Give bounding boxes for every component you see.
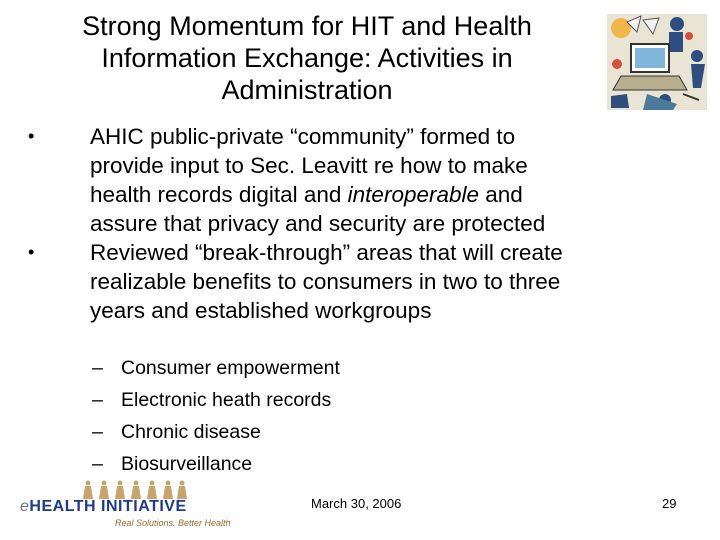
bullet-line: assure that privacy and security are protected	[90, 211, 546, 236]
bullet-line: years and established workgroups	[90, 298, 432, 323]
logo-wordmark	[20, 498, 187, 516]
bullet-line	[90, 180, 708, 209]
title-line-2: Information Exchange: Activities in	[101, 43, 513, 73]
sub-bullet-marker: –	[92, 453, 103, 475]
bullet-marker: •	[28, 126, 35, 146]
bullet-line: Reviewed “break-through” areas that will create	[90, 240, 563, 265]
ehealth-initiative-logo	[20, 478, 230, 530]
sub-bullet-item	[92, 448, 512, 480]
sub-bullet-marker: –	[92, 421, 103, 443]
bullet-list	[28, 122, 708, 325]
sub-bullet-item	[92, 416, 512, 448]
bullet-text: health records digital and	[90, 182, 348, 207]
sub-bullet-item	[92, 352, 512, 384]
bullet-line: AHIC public-private “community” formed to	[90, 124, 516, 149]
logo-name: HEALTH INITIATIVE	[29, 498, 187, 515]
sub-bullet-text: Consumer empowerment	[121, 357, 340, 379]
footer-date: March 30, 2006	[311, 496, 402, 511]
title-line-3: Administration	[221, 75, 393, 105]
sub-bullet-text: Chronic disease	[121, 421, 261, 443]
sub-bullet-list	[92, 352, 512, 480]
sub-bullet-marker: –	[92, 357, 103, 379]
logo-tagline: Real Solutions. Better Health	[115, 518, 231, 528]
sub-bullet-item	[92, 384, 512, 416]
bullet-emphasis: interoperable	[347, 182, 480, 207]
people-figures-icon	[80, 480, 190, 500]
bullet-item	[28, 238, 708, 325]
sub-bullet-marker: –	[92, 389, 103, 411]
slide-title	[22, 10, 592, 106]
page-number: 29	[662, 496, 677, 511]
bullet-line: provide input to Sec. Leavitt re how to make	[90, 153, 528, 178]
bullet-item	[28, 122, 708, 238]
bullet-marker: •	[28, 242, 35, 262]
bullet-line: realizable benefits to consumers in two to three	[90, 269, 561, 294]
logo-prefix: e	[20, 498, 30, 515]
sub-bullet-text: Electronic heath records	[121, 389, 332, 411]
bullet-text: and	[479, 182, 523, 207]
title-line-1: Strong Momentum for HIT and Health	[82, 11, 532, 41]
people-network-computer-icon	[607, 14, 707, 110]
sub-bullet-text: Biosurveillance	[121, 453, 253, 475]
